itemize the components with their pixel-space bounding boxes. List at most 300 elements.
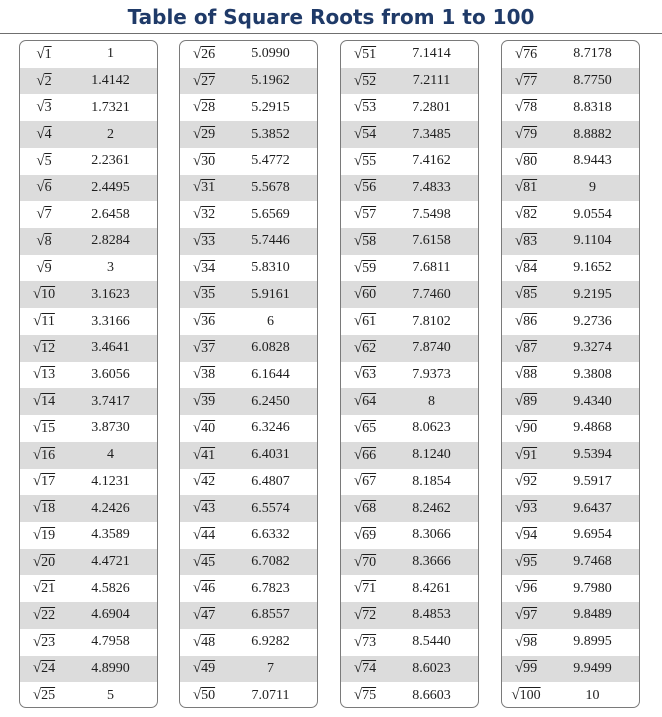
radicand: 37 bbox=[201, 340, 216, 356]
table-row bbox=[180, 549, 317, 576]
square-root-value: 7.9373 bbox=[412, 366, 451, 382]
radicand: 48 bbox=[201, 634, 216, 650]
radicand: 74 bbox=[362, 661, 377, 677]
table-row bbox=[341, 656, 478, 683]
table-row bbox=[180, 442, 317, 469]
radicand: 90 bbox=[523, 420, 538, 436]
radical-expression bbox=[180, 393, 228, 410]
radical-expression bbox=[341, 393, 389, 410]
radicand: 84 bbox=[523, 260, 538, 276]
radical-sign: √ bbox=[514, 126, 524, 143]
table-row bbox=[20, 94, 157, 121]
table-row bbox=[341, 415, 478, 442]
radical-sign: √ bbox=[192, 553, 202, 570]
square-root-value: 4.4721 bbox=[91, 554, 130, 570]
radical-sign: √ bbox=[514, 393, 524, 410]
table-column-2 bbox=[179, 40, 318, 708]
square-root-value: 3 bbox=[107, 260, 114, 276]
radical-expression bbox=[341, 500, 389, 517]
radical-expression bbox=[341, 206, 389, 223]
square-root-value: 8.1240 bbox=[412, 447, 451, 463]
radical-expression bbox=[341, 153, 389, 170]
radical-sign: √ bbox=[353, 152, 363, 169]
square-root-value: 9.6437 bbox=[573, 500, 612, 516]
radical-expression bbox=[341, 687, 389, 704]
table-row bbox=[180, 388, 317, 415]
radicand: 11 bbox=[41, 314, 55, 330]
radicand: 59 bbox=[362, 260, 377, 276]
radical-sign: √ bbox=[36, 206, 45, 223]
radical-expression bbox=[341, 286, 389, 303]
radical-expression bbox=[502, 153, 550, 170]
radical-sign: √ bbox=[36, 72, 45, 89]
radicand: 2 bbox=[44, 73, 52, 89]
square-root-value: 4 bbox=[107, 447, 114, 463]
table-row bbox=[502, 388, 639, 415]
radical-expression bbox=[20, 687, 68, 704]
radical-expression bbox=[180, 233, 228, 250]
radical-sign: √ bbox=[514, 259, 524, 276]
square-root-value: 9.6954 bbox=[573, 527, 612, 543]
radical-expression bbox=[341, 473, 389, 490]
radical-expression bbox=[20, 286, 68, 303]
table-row bbox=[180, 335, 317, 362]
table-row bbox=[502, 201, 639, 228]
radical-expression bbox=[180, 126, 228, 143]
radical-sign: √ bbox=[192, 72, 202, 89]
radical-expression bbox=[20, 153, 68, 170]
table-row bbox=[20, 68, 157, 95]
radical-sign: √ bbox=[192, 45, 202, 62]
table-row bbox=[341, 549, 478, 576]
radical-sign: √ bbox=[192, 152, 202, 169]
radical-expression bbox=[502, 286, 550, 303]
radical-sign: √ bbox=[192, 393, 202, 410]
radicand: 67 bbox=[362, 474, 377, 490]
radicand: 58 bbox=[362, 233, 377, 249]
square-root-value: 8.7750 bbox=[573, 73, 612, 89]
table-row bbox=[341, 41, 478, 68]
radical-expression bbox=[502, 206, 550, 223]
square-root-value: 7.2801 bbox=[412, 99, 451, 115]
table-row bbox=[20, 656, 157, 683]
radicand: 3 bbox=[44, 100, 52, 116]
radical-expression bbox=[20, 206, 68, 223]
radical-expression bbox=[180, 687, 228, 704]
radical-expression bbox=[20, 393, 68, 410]
radical-sign: √ bbox=[353, 526, 363, 543]
square-root-value: 3.6056 bbox=[91, 366, 130, 382]
radicand: 43 bbox=[201, 501, 216, 517]
table-row bbox=[180, 94, 317, 121]
radicand: 38 bbox=[201, 367, 216, 383]
radical-sign: √ bbox=[514, 526, 524, 543]
table-row bbox=[341, 121, 478, 148]
radical-expression bbox=[502, 366, 550, 383]
radicand: 89 bbox=[523, 394, 538, 410]
square-root-value: 1.7321 bbox=[91, 99, 130, 115]
square-root-value: 6.3246 bbox=[251, 420, 290, 436]
table-column-3 bbox=[340, 40, 479, 708]
radical-expression bbox=[180, 179, 228, 196]
radical-sign: √ bbox=[192, 179, 202, 196]
table-row bbox=[20, 121, 157, 148]
table-row bbox=[20, 41, 157, 68]
radical-expression bbox=[502, 99, 550, 116]
square-root-value: 5.2915 bbox=[251, 99, 290, 115]
square-root-value: 5.5678 bbox=[251, 179, 290, 195]
radical-expression bbox=[502, 660, 550, 677]
radicand: 21 bbox=[41, 581, 56, 597]
radicand: 60 bbox=[362, 287, 377, 303]
radical-sign: √ bbox=[192, 606, 202, 623]
radical-sign: √ bbox=[36, 179, 45, 196]
table-row bbox=[20, 442, 157, 469]
radical-expression bbox=[341, 447, 389, 464]
table-row bbox=[341, 148, 478, 175]
radical-expression bbox=[180, 527, 228, 544]
radical-sign: √ bbox=[192, 580, 202, 597]
table-row bbox=[20, 201, 157, 228]
page-title: Table of Square Roots from 1 to 100 bbox=[127, 5, 535, 29]
radical-sign: √ bbox=[353, 687, 363, 704]
square-root-value: 5.1962 bbox=[251, 73, 290, 89]
square-root-value: 9.2736 bbox=[573, 313, 612, 329]
radical-expression bbox=[341, 554, 389, 571]
square-root-value: 4.3589 bbox=[91, 527, 130, 543]
table-row bbox=[20, 682, 157, 708]
radicand: 54 bbox=[362, 127, 377, 143]
radical-expression bbox=[180, 660, 228, 677]
square-root-value: 6.7082 bbox=[251, 554, 290, 570]
table-row bbox=[180, 228, 317, 255]
table-row bbox=[20, 335, 157, 362]
radicand: 91 bbox=[523, 447, 538, 463]
table-row bbox=[20, 602, 157, 629]
square-root-value: 8.8882 bbox=[573, 126, 612, 142]
radicand: 46 bbox=[201, 581, 216, 597]
square-root-value: 8.7178 bbox=[573, 46, 612, 62]
radicand: 15 bbox=[41, 420, 56, 436]
radical-expression bbox=[20, 527, 68, 544]
square-root-value: 8.5440 bbox=[412, 634, 451, 650]
table-row bbox=[180, 41, 317, 68]
radicand: 99 bbox=[523, 661, 538, 677]
square-root-value: 9.1652 bbox=[573, 260, 612, 276]
radical-expression bbox=[20, 634, 68, 651]
radical-expression bbox=[341, 366, 389, 383]
square-root-value: 7.6811 bbox=[412, 260, 451, 276]
square-root-value: 9.0554 bbox=[573, 206, 612, 222]
radical-sign: √ bbox=[353, 419, 363, 436]
radical-sign: √ bbox=[514, 286, 524, 303]
radicand: 57 bbox=[362, 207, 377, 223]
radical-sign: √ bbox=[353, 393, 363, 410]
square-root-value: 9.3274 bbox=[573, 340, 612, 356]
radicand: 28 bbox=[201, 100, 216, 116]
table-row bbox=[341, 201, 478, 228]
table-row bbox=[502, 68, 639, 95]
radical-expression bbox=[341, 179, 389, 196]
table-row bbox=[502, 228, 639, 255]
radicand: 68 bbox=[362, 501, 377, 517]
radical-sign: √ bbox=[353, 633, 363, 650]
table-row bbox=[180, 469, 317, 496]
radical-expression bbox=[180, 447, 228, 464]
radicand: 70 bbox=[362, 554, 377, 570]
radical-expression bbox=[341, 660, 389, 677]
radical-expression bbox=[341, 233, 389, 250]
table-row bbox=[502, 682, 639, 708]
radical-sign: √ bbox=[36, 232, 45, 249]
square-root-value: 8 bbox=[428, 393, 435, 409]
radical-sign: √ bbox=[511, 687, 520, 704]
radical-expression bbox=[180, 554, 228, 571]
table-row bbox=[20, 575, 157, 602]
square-root-value: 6.5574 bbox=[251, 500, 290, 516]
radical-expression bbox=[180, 580, 228, 597]
radical-expression bbox=[341, 99, 389, 116]
table-row bbox=[20, 175, 157, 202]
radical-sign: √ bbox=[514, 339, 524, 356]
radicand: 34 bbox=[201, 260, 216, 276]
radical-sign: √ bbox=[36, 152, 45, 169]
table-row bbox=[180, 602, 317, 629]
table-row bbox=[20, 469, 157, 496]
radical-sign: √ bbox=[514, 366, 524, 383]
radical-sign: √ bbox=[353, 206, 363, 223]
square-root-value: 6.0828 bbox=[251, 340, 290, 356]
radicand: 76 bbox=[523, 46, 538, 62]
radicand: 50 bbox=[201, 688, 216, 704]
radical-expression bbox=[502, 393, 550, 410]
radical-sign: √ bbox=[32, 687, 42, 704]
square-root-value: 7.1414 bbox=[412, 46, 451, 62]
radical-sign: √ bbox=[353, 473, 363, 490]
radicand: 49 bbox=[201, 661, 216, 677]
radical-expression bbox=[502, 580, 550, 597]
radicand: 100 bbox=[519, 688, 541, 704]
radical-expression bbox=[502, 420, 550, 437]
square-root-value: 1.4142 bbox=[91, 73, 130, 89]
radical-sign: √ bbox=[514, 553, 524, 570]
radical-sign: √ bbox=[514, 606, 524, 623]
radicand: 83 bbox=[523, 233, 538, 249]
radical-expression bbox=[180, 366, 228, 383]
radical-sign: √ bbox=[192, 313, 202, 330]
table-row bbox=[502, 335, 639, 362]
radical-expression bbox=[341, 46, 389, 63]
radical-expression bbox=[502, 179, 550, 196]
radicand: 71 bbox=[362, 581, 377, 597]
radical-sign: √ bbox=[192, 660, 202, 677]
radical-sign: √ bbox=[514, 633, 524, 650]
table-row bbox=[341, 175, 478, 202]
radical-sign: √ bbox=[514, 473, 524, 490]
radical-expression bbox=[180, 420, 228, 437]
radicand: 72 bbox=[362, 607, 377, 623]
radical-sign: √ bbox=[192, 339, 202, 356]
radical-expression bbox=[20, 447, 68, 464]
radical-sign: √ bbox=[32, 500, 42, 517]
square-root-value: 6 bbox=[267, 313, 274, 329]
radicand: 31 bbox=[201, 180, 216, 196]
square-root-value: 5.3852 bbox=[251, 126, 290, 142]
square-root-value: 9.5394 bbox=[573, 447, 612, 463]
square-root-value: 3.4641 bbox=[91, 340, 130, 356]
table-row bbox=[20, 362, 157, 389]
table-row bbox=[502, 549, 639, 576]
radical-sign: √ bbox=[353, 99, 363, 116]
radical-expression bbox=[502, 340, 550, 357]
radical-sign: √ bbox=[32, 553, 42, 570]
radicand: 9 bbox=[44, 260, 52, 276]
radical-sign: √ bbox=[514, 99, 524, 116]
square-root-value: 8.3066 bbox=[412, 527, 451, 543]
radical-expression bbox=[20, 366, 68, 383]
square-root-value: 8.8318 bbox=[573, 99, 612, 115]
radicand: 8 bbox=[44, 233, 52, 249]
square-root-value: 9.7980 bbox=[573, 580, 612, 596]
radicand: 10 bbox=[41, 287, 56, 303]
table-row bbox=[180, 495, 317, 522]
radicand: 39 bbox=[201, 394, 216, 410]
radical-sign: √ bbox=[32, 606, 42, 623]
radical-sign: √ bbox=[32, 473, 42, 490]
table-row bbox=[180, 682, 317, 708]
radical-expression bbox=[20, 340, 68, 357]
radicand: 35 bbox=[201, 287, 216, 303]
table-row bbox=[180, 175, 317, 202]
table-row bbox=[341, 682, 478, 708]
table-row bbox=[502, 602, 639, 629]
radicand: 98 bbox=[523, 634, 538, 650]
square-root-value: 8.1854 bbox=[412, 473, 451, 489]
radical-expression bbox=[341, 580, 389, 597]
table-row bbox=[502, 575, 639, 602]
radicand: 5 bbox=[44, 153, 52, 169]
radical-sign: √ bbox=[192, 99, 202, 116]
radical-sign: √ bbox=[353, 500, 363, 517]
radical-sign: √ bbox=[514, 446, 524, 463]
table-row bbox=[180, 656, 317, 683]
radicand: 14 bbox=[41, 394, 56, 410]
table-row bbox=[502, 41, 639, 68]
table-row bbox=[502, 94, 639, 121]
radical-expression bbox=[502, 500, 550, 517]
table-row bbox=[341, 94, 478, 121]
square-root-value: 3.3166 bbox=[91, 313, 130, 329]
radical-sign: √ bbox=[192, 526, 202, 543]
square-root-value: 6.8557 bbox=[251, 607, 290, 623]
square-root-value: 9.1104 bbox=[573, 233, 612, 249]
radical-sign: √ bbox=[514, 72, 524, 89]
square-root-value: 5.6569 bbox=[251, 206, 290, 222]
table-row bbox=[502, 415, 639, 442]
radical-expression bbox=[502, 473, 550, 490]
title-divider bbox=[0, 33, 662, 34]
table-row bbox=[341, 335, 478, 362]
square-root-value: 9.3808 bbox=[573, 366, 612, 382]
radicand: 63 bbox=[362, 367, 377, 383]
radical-sign: √ bbox=[32, 580, 42, 597]
radical-sign: √ bbox=[192, 500, 202, 517]
radical-expression bbox=[502, 607, 550, 624]
table-row bbox=[20, 415, 157, 442]
radicand: 85 bbox=[523, 287, 538, 303]
square-root-value: 9.8995 bbox=[573, 634, 612, 650]
radicand: 56 bbox=[362, 180, 377, 196]
radicand: 87 bbox=[523, 340, 538, 356]
square-root-value: 7.4833 bbox=[412, 179, 451, 195]
radical-expression bbox=[341, 527, 389, 544]
table-row bbox=[502, 148, 639, 175]
table-row bbox=[20, 228, 157, 255]
radical-sign: √ bbox=[353, 179, 363, 196]
radical-sign: √ bbox=[32, 660, 42, 677]
radical-expression bbox=[180, 340, 228, 357]
radicand: 20 bbox=[41, 554, 56, 570]
radicand: 4 bbox=[44, 127, 52, 143]
radical-sign: √ bbox=[514, 152, 524, 169]
table-row bbox=[341, 68, 478, 95]
table-row bbox=[502, 175, 639, 202]
radical-sign: √ bbox=[353, 660, 363, 677]
table-row bbox=[180, 575, 317, 602]
table-row bbox=[341, 228, 478, 255]
radicand: 96 bbox=[523, 581, 538, 597]
radicand: 94 bbox=[523, 527, 538, 543]
radicand: 13 bbox=[41, 367, 56, 383]
radical-sign: √ bbox=[353, 339, 363, 356]
table-row bbox=[341, 495, 478, 522]
radical-expression bbox=[20, 500, 68, 517]
radical-sign: √ bbox=[514, 660, 524, 677]
radical-expression bbox=[341, 260, 389, 277]
radicand: 66 bbox=[362, 447, 377, 463]
radical-sign: √ bbox=[36, 259, 45, 276]
radical-expression bbox=[502, 527, 550, 544]
square-root-value: 5.8310 bbox=[251, 260, 290, 276]
radicand: 77 bbox=[523, 73, 538, 89]
radicand: 41 bbox=[201, 447, 216, 463]
radicand: 6 bbox=[44, 180, 52, 196]
square-root-value: 6.1644 bbox=[251, 366, 290, 382]
radicand: 53 bbox=[362, 100, 377, 116]
table-row bbox=[341, 575, 478, 602]
radical-sign: √ bbox=[192, 259, 202, 276]
square-root-value: 2.2361 bbox=[91, 153, 130, 169]
radical-expression bbox=[341, 634, 389, 651]
radicand: 92 bbox=[523, 474, 538, 490]
radicand: 61 bbox=[362, 314, 377, 330]
square-root-value: 5 bbox=[107, 687, 114, 703]
radical-sign: √ bbox=[514, 500, 524, 517]
radical-sign: √ bbox=[32, 633, 42, 650]
table-row bbox=[20, 549, 157, 576]
radicand: 47 bbox=[201, 607, 216, 623]
table-column-1 bbox=[19, 40, 158, 708]
radical-sign: √ bbox=[514, 206, 524, 223]
table-row bbox=[341, 255, 478, 282]
radicand: 65 bbox=[362, 420, 377, 436]
table-row bbox=[20, 148, 157, 175]
radical-expression bbox=[180, 99, 228, 116]
radical-expression bbox=[180, 500, 228, 517]
radical-expression bbox=[20, 313, 68, 330]
square-root-value: 7.3485 bbox=[412, 126, 451, 142]
table-row bbox=[341, 308, 478, 335]
